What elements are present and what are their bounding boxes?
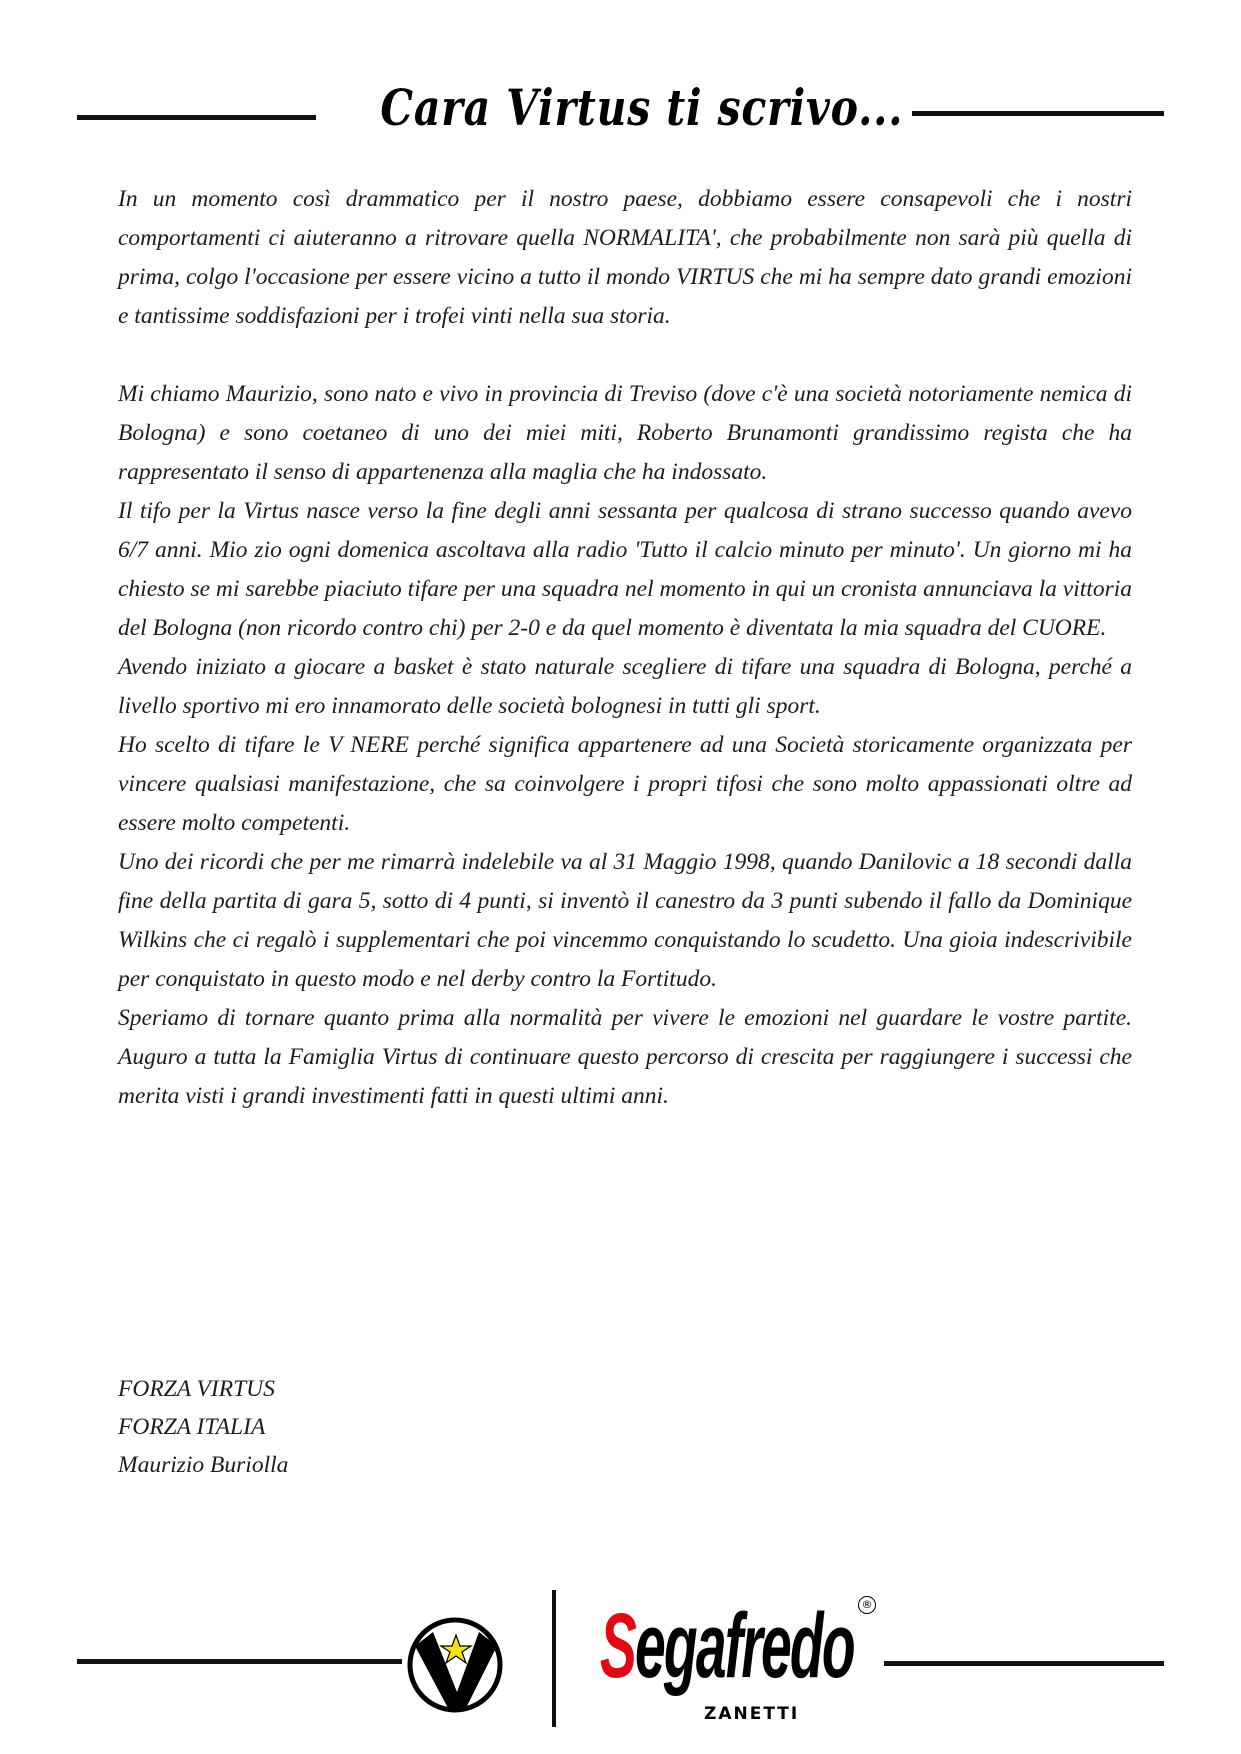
paragraph: Speriamo di tornare quanto prima alla normalità per vivere le emozioni nel guardare le vostre partite. Auguro a tutta la Famiglia Virtus di continuare questo percorso di crescita per raggiungere i successi che merita visti i grandi investimenti fatti in questi ultimi anni.	[118, 1005, 1132, 1109]
paragraph: Uno dei ricordi che per me rimarrà indelebile va al 31 Maggio 1998, quando Danilovic a 18 secondi dalla fine della partita di gara 5, sotto di 4 punti, si inventò il canestro da 3 punti subendo il fallo da Dominique Wilkins che ci regalò i supplementari che poi vincemmo conquistando lo scudetto. Una gioia indescrivibile per conquistato in questo modo e nel derby contro la Fortitudo.	[118, 849, 1132, 992]
paragraph: Il tifo per la Virtus nasce verso la fine degli anni sessanta per qualcosa di strano successo quando avevo 6/7 anni. Mio zio ogni domenica ascoltava alla radio 'Tutto il calcio minuto per minuto'. Un giorno mi ha chiesto se mi sarebbe piaciuto tifare per una squadra nel momento in qui un cronista annunciava la vittoria del Bologna (non ricordo contro chi) per 2-0 e da quel momento è diventata la mia squadra del CUORE.	[118, 498, 1132, 641]
closing-line: FORZA ITALIA	[118, 1414, 266, 1440]
registered-mark: ®	[858, 1596, 876, 1614]
segafredo-wordmark	[600, 1595, 854, 1697]
segafredo-wordmark-text: egafredo	[635, 1595, 854, 1697]
title-rule-right	[912, 111, 1164, 116]
paragraph-spacer	[118, 336, 1132, 375]
logo-divider	[552, 1590, 556, 1727]
closing-line: FORZA VIRTUS	[118, 1376, 275, 1402]
title-rule-left	[77, 115, 316, 120]
paragraph: Ho scelto di tifare le V NERE perché significa appartenere ad una Società storicamente organizzata per vincere qualsiasi manifestazione, che sa coinvolgere i propri tifosi che sono molto appassionati oltre ad essere molto competenti.	[118, 732, 1132, 836]
segafredo-initial: S	[600, 1595, 636, 1697]
signature: Maurizio Buriolla	[118, 1452, 289, 1478]
footer-rule-left	[77, 1659, 402, 1664]
letter-body	[118, 180, 1132, 1116]
zanetti-label: ZANETTI	[704, 1704, 800, 1724]
footer-rule-right	[884, 1661, 1164, 1666]
paragraph: Mi chiamo Maurizio, sono nato e vivo in provincia di Treviso (dove c'è una società notoriamente nemica di Bologna) e sono coetaneo di uno dei miei miti, Roberto Brunamonti grandissimo regista che ha rappresentato il senso di appartenenza alla maglia che ha indossato.	[118, 381, 1132, 485]
closing-block	[118, 1370, 288, 1484]
page-title: Cara Virtus ti scrivo...	[380, 78, 904, 137]
virtus-logo	[405, 1610, 505, 1720]
paragraph: In un momento così drammatico per il nostro paese, dobbiamo essere consapevoli che i nostri comportamenti ci aiuteranno a ritrovare quella NORMALITA', che probabilmente non sarà più quella di prima, colgo l'occasione per essere vicino a tutto il mondo VIRTUS che mi ha sempre dato grandi emozioni e tantissime soddisfazioni per i trofei vinti nella sua storia.	[118, 186, 1132, 329]
paragraph: Avendo iniziato a giocare a basket è stato naturale scegliere di tifare una squadra di Bologna, perché a livello sportivo mi ero innamorato delle società bolognesi in tutti gli sport.	[118, 654, 1132, 719]
